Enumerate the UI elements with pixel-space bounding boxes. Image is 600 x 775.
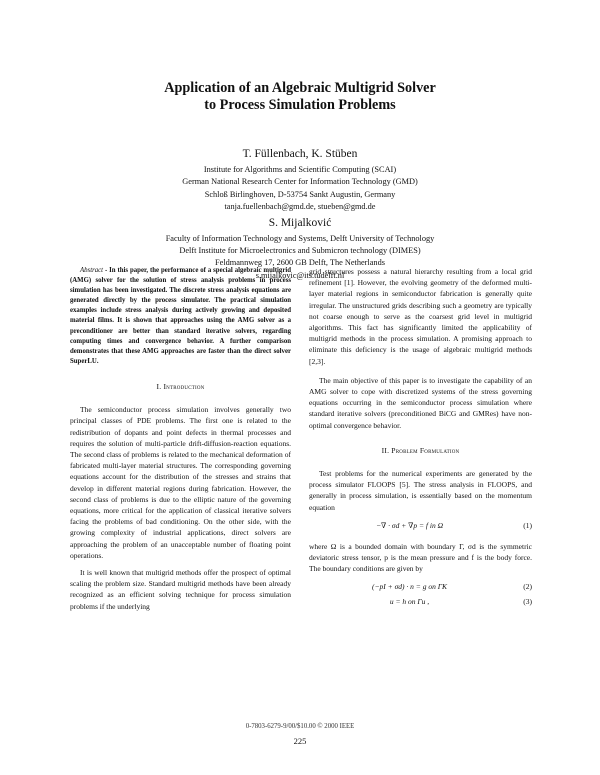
affiliation-line: Faculty of Information Technology and Systems, Delft University of Technology (165, 233, 435, 243)
author-email: tanja.fuellenbach@gmd.de, stueben@gmd.de (224, 202, 376, 212)
section-heading-problem-formulation: II. Problem Formulation (381, 445, 460, 455)
equation-number: (1) (523, 520, 532, 530)
paragraph: where Ω is a bounded domain with boundary Γ, σd is the symmetric deviatoric stress tensor, p is the mean pressure and f is the body force. The boundary conditions are given by (309, 541, 532, 574)
author-block-1 (0, 147, 600, 282)
affiliation-line: Schloß Birlinghoven, D-53754 Sankt Augustin, Germany (204, 189, 396, 199)
equation-number: (2) (523, 582, 532, 592)
section-heading-introduction: I. Introduction (156, 381, 205, 391)
copyright-footer: 0-7803-6279-9/00/$10.00 © 2000 IEEE (245, 723, 355, 730)
paper-title (0, 80, 600, 114)
affiliation-line: German National Research Center for Information Technology (GMD) (182, 177, 418, 187)
abstract-label: Abstract (80, 267, 104, 274)
equation-expr: −∇ · σd + ∇p = f in Ω (375, 520, 444, 530)
equation-3 (309, 596, 532, 611)
page-number: 225 (293, 736, 307, 746)
paragraph: Test problems for the numerical experiments are generated by the process simulator FLOOPS [5]. The stress analysis in FLOOPS, and generally in process simulation, is essentially based on the momentum equation (309, 469, 532, 512)
affiliation-line: Feldmannweg 17, 2600 GB Delft, The Netherlands (215, 258, 385, 268)
paragraph: The semiconductor process simulation involves generally two principal classes of PDE problems. The first one is related to the redistribution of dopants and point defects in thermal processes and requires the solution of multi-particle drift-diffusion-reaction equations. The second class of problems is related to the mechanical deformation of fabricated multi-layer material structures. The corresponding governing equations account for the distribution of the stresses and strains that develop in different material regions during fabrication. However, the second class of problems is due to the elliptic nature of the governing equations, more critical for the application of classical iterative solvers facing the problems of bad conditioning. On the other side, with the growing complexity of industrial applications, direct solvers are approaching the problem of an unacceptable number of floating point operations. (70, 405, 291, 560)
equation-number: (3) (523, 597, 532, 607)
author-email: s.mijalkovic@its.tudelft.nl (255, 270, 345, 280)
paragraph: grid structures possess a natural hierarchy resulting from a local grid refinement [1]. However, the evolving geometry of the deformed multi-layer material regions in semiconductor fabrication is generally quite irregular. The unstructured grids describing such a geometry are typically not coarse enough to serve as the coarsest grid level in multigrid algorithms. This fact has significantly limited the applicability of multigrid methods in the process simulation. A promising approach to eliminate this deficiency is the usage of algebraic multigrid methods [2,3]. (309, 267, 532, 366)
abstract (70, 266, 291, 367)
left-column (70, 266, 291, 612)
affiliation-line: Delft Institute for Microelectronics and Submicron technology (DIMES) (179, 246, 421, 256)
title-line-1: Application of an Algebraic Multigrid Solver (164, 80, 436, 96)
title-line-2: to Process Simulation Problems (204, 97, 396, 113)
paragraph: It is well known that multigrid methods offer the prospect of optimal scaling the problem size. Standard multigrid methods have been already recognized as an efficient solving technique for process simulation problems if the underlying (70, 567, 291, 611)
author-names-2: S. Mijalković (268, 216, 332, 229)
author-names-1: T. Füllenbach, K. Stüben (242, 148, 358, 160)
right-column (309, 266, 532, 611)
equation-1 (309, 520, 532, 535)
equation-2 (309, 581, 532, 596)
equation-expr: u = h on Γu , (389, 597, 430, 607)
affiliation-line: Institute for Algorithms and Scientific Computing (SCAI) (203, 165, 397, 174)
abstract-text: - In this paper, the performance of a special algebraic multigrid (AMG) solver for the solution of stress analysis problems in process simulation has been investigated. The discrete stress analysis equations are generated directly by the process simulator. The practical simulation examples include stress analysis during actively growing and deposited material films. It is shown that approaches using the AMG solver as a preconditioner are better than standard iterative solvers, regarding computing times and convergence behavior. A further comparison demonstrates that these AMG approaches are faster than the direct solver SuperLU. (70, 267, 291, 365)
paragraph: The main objective of this paper is to investigate the capability of an AMG solver to cope with discretized systems of the stress governing equations occurring in the semiconductor process simulation where standard iterative solvers (preconditioned BiCG and GMRes) have non-optimal convergence behavior. (309, 375, 532, 430)
equation-expr: (−pI + σd) · n = g on ΓK (371, 582, 448, 592)
